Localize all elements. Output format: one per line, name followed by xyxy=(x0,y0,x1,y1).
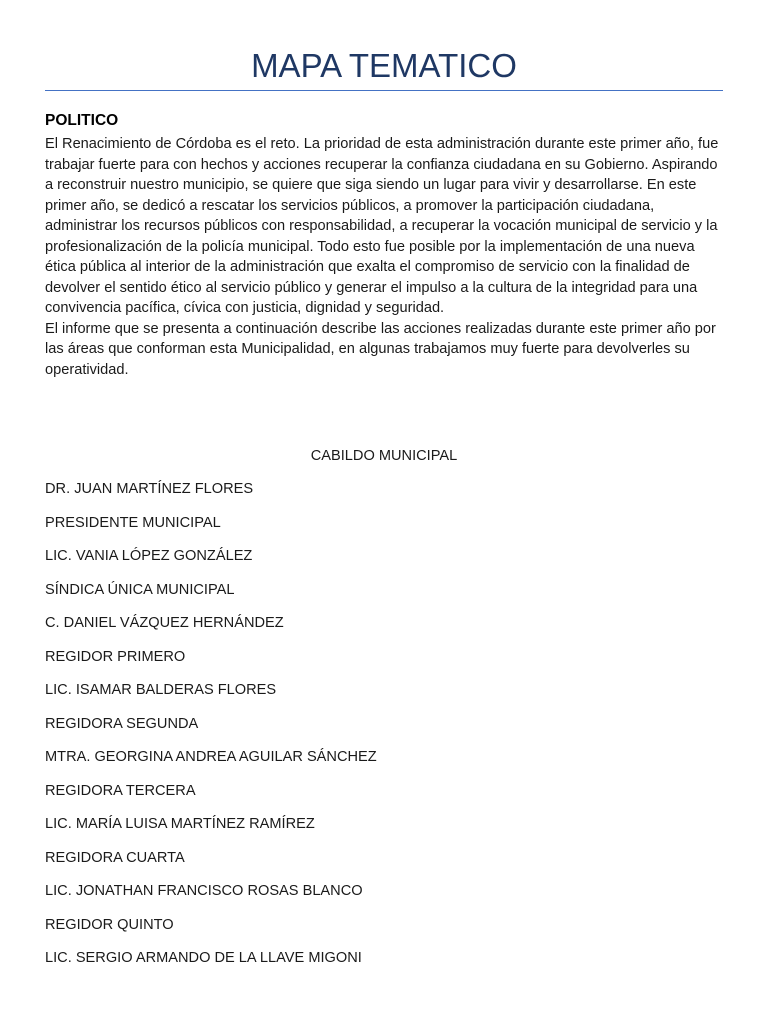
section-body xyxy=(45,134,725,380)
member-name: DR. JUAN MARTÍNEZ FLORES xyxy=(45,481,254,497)
cabildo-heading: CABILDO MUNICIPAL xyxy=(310,448,458,464)
member-role: REGIDORA SEGUNDA xyxy=(45,715,199,732)
section-heading: POLITICO xyxy=(45,112,119,129)
member-name: LIC. VANIA LÓPEZ GONZÁLEZ xyxy=(45,548,253,564)
member-role: REGIDORA TERCERA xyxy=(45,782,196,799)
member-role: SÍNDICA ÚNICA MUNICIPAL xyxy=(45,581,235,598)
member-name: LIC. JONATHAN FRANCISCO ROSAS BLANCO xyxy=(45,883,363,899)
member-name: MTRA. GEORGINA ANDREA AGUILAR SÁNCHEZ xyxy=(45,749,377,765)
member-role: PRESIDENTE MUNICIPAL xyxy=(45,514,221,531)
member-name: LIC. ISAMAR BALDERAS FLORES xyxy=(45,682,277,698)
member-name: C. DANIEL VÁZQUEZ HERNÁNDEZ xyxy=(45,615,284,631)
member-role: REGIDORA CUARTA xyxy=(45,849,185,866)
member-role: REGIDOR PRIMERO xyxy=(45,648,186,665)
paragraph: El Renacimiento de Córdoba es el reto. La prioridad de esta administración durante este primer año, fue trabajar fuerte para con hechos y acciones recuperar la confianza ciudadana en su Gobierno. Aspirando a reconstruir nuestro municipio, se quiere que siga siendo un lugar para vivir y desarrollarse. En este primer año, se dedicó a rescatar los servicios públicos, a promover la participación ciudadana, administrar los recursos públicos con responsabilidad, a recuperar la vocación municipal de servicio y la profesionalización de la policía municipal. Todo esto fue posible por la implementación de una nueva ética pública al interior de la administración que exalta el compromiso de servicio con la finalidad de devolver el sentido ético al servicio público y generar el impulso a la cultura de la integridad para una convivencia pacífica, cívica con justicia, dignidad y seguridad. xyxy=(45,136,719,316)
paragraph: El informe que se presenta a continuación describe las acciones realizadas durante este primer año por las áreas que conforman esta Municipalidad, en algunas trabajamos muy fuerte para devolverles su operatividad. xyxy=(45,320,716,378)
page-title: MAPA TEMATICO xyxy=(251,47,517,84)
member-name: LIC. MARÍA LUISA MARTÍNEZ RAMÍREZ xyxy=(45,816,315,832)
member-role: REGIDOR QUINTO xyxy=(45,916,174,933)
title-underline xyxy=(45,90,723,91)
cabildo-member-list xyxy=(45,479,725,982)
member-name: LIC. SERGIO ARMANDO DE LA LLAVE MIGONI xyxy=(45,950,362,966)
